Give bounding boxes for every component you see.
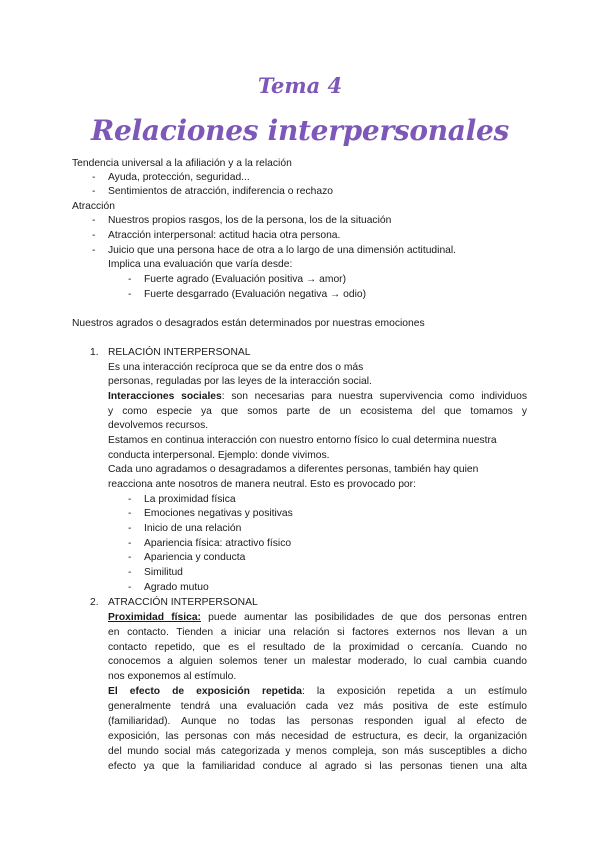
- paragraph-line: del mundo social más categorizada y menos compleja, son más susceptibles a dicho: [108, 746, 527, 757]
- section-number: 1.: [90, 347, 99, 358]
- paragraph-line: nos exponemos al estímulo.: [108, 671, 237, 682]
- list-item: Ayuda, protección, seguridad...: [108, 172, 250, 183]
- paragraph-line: devolvemos recursos.: [108, 420, 209, 431]
- bullet-dash: -: [92, 215, 96, 226]
- paragraph-line: Interacciones sociales: son necesarias para nuestra supervivencia como individuos: [108, 391, 527, 402]
- factor-item: Apariencia física: atractivo físico: [144, 538, 292, 549]
- paragraph-line: contacto repetido, que es el resultado de la proximidad o cercanía. Cuando no: [108, 642, 527, 653]
- sub-list-item: Fuerte desgarrado (Evaluación negativa → odio): [144, 289, 367, 300]
- bullet-dash: -: [128, 508, 132, 519]
- emociones-statement: Nuestros agrados o desagrados están determinados por nuestras emociones: [72, 318, 425, 329]
- paragraph-line: personas, reguladas por las leyes de la interacción social.: [108, 376, 372, 387]
- bold-term: Interacciones sociales: [108, 391, 222, 402]
- paragraph-line: reacciona ante nosotros de manera neutral. Esto es provocado por:: [108, 479, 416, 490]
- bullet-dash: -: [92, 245, 96, 256]
- implica-text: Implica una evaluación que varía desde:: [108, 259, 293, 270]
- page-title: Tema 4: [257, 73, 343, 98]
- paragraph-line: conducta interpersonal. Ejemplo: donde vivimos.: [108, 450, 330, 461]
- factor-item: Similitud: [144, 567, 183, 578]
- paragraph-line: Cada uno agradamos o desagradamos a diferentes personas, también hay quien: [108, 464, 479, 475]
- list-item: Nuestros propios rasgos, los de la persona, los de la situación: [108, 215, 392, 226]
- intro-heading: Tendencia universal a la afiliación y a la relación: [72, 158, 292, 169]
- page-subtitle: Relaciones interpersonales: [91, 114, 509, 147]
- paragraph-line: generalmente tendrá una evaluación cada vez más positiva de este estímulo: [108, 701, 527, 712]
- bullet-dash: -: [128, 538, 132, 549]
- paragraph-line: (familiaridad). Aunque no todas las personas responden igual al efecto de: [108, 716, 527, 727]
- bullet-dash: -: [128, 567, 132, 578]
- bullet-dash: -: [128, 582, 132, 593]
- sub-list-item: Fuerte agrado (Evaluación positiva → amor): [144, 274, 347, 285]
- section-number: 2.: [90, 597, 99, 608]
- section-heading: ATRACCIÓN INTERPERSONAL: [108, 597, 258, 608]
- bullet-dash: -: [92, 186, 96, 197]
- bullet-dash: -: [128, 552, 132, 563]
- bullet-dash: -: [128, 289, 132, 300]
- factor-item: Inicio de una relación: [144, 523, 242, 534]
- list-item: Sentimientos de atracción, indiferencia o rechazo: [108, 186, 333, 197]
- paragraph-line: en contacto. Tienden a iniciar una relación si factores externos nos llevan a un: [108, 627, 527, 638]
- bold-term: Proximidad física:: [108, 612, 201, 623]
- factor-item: La proximidad física: [144, 494, 236, 505]
- paragraph-line: conocemos a alguien solemos tener un malestar moderado, lo cual cambia cuando: [108, 656, 527, 667]
- section-heading: RELACIÓN INTERPERSONAL: [108, 347, 251, 358]
- paragraph-line: Es una interacción recíproca que se da entre dos o más: [108, 362, 364, 373]
- paragraph-line: El efecto de exposición repetida: la exposición repetida a un estímulo: [108, 686, 527, 697]
- bullet-dash: -: [128, 494, 132, 505]
- bold-term: El efecto de exposición repetida: [108, 686, 303, 697]
- paragraph-line: Estamos en continua interacción con nuestro entorno físico lo cual determina nuestra: [108, 435, 497, 446]
- list-item: Juicio que una persona hace de otra a lo largo de una dimensión actitudinal.: [108, 245, 457, 256]
- atraccion-heading: Atracción: [72, 201, 115, 212]
- factor-item: Apariencia y conducta: [144, 552, 246, 563]
- bullet-dash: -: [128, 523, 132, 534]
- paragraph-line: efecto ya que la familiaridad conduce al agrado si las personas tienen una alta: [108, 761, 527, 772]
- list-item: Atracción interpersonal: actitud hacia otra persona.: [108, 230, 341, 241]
- bullet-dash: -: [92, 172, 96, 183]
- paragraph-line: Proximidad física: puede aumentar las posibilidades de que dos personas entren: [108, 612, 527, 623]
- bullet-dash: -: [128, 274, 132, 285]
- paragraph-line: y como especie ya que somos parte de un ecosistema del que tomamos y: [108, 406, 527, 417]
- paragraph-line: exposición, las personas con más necesidad de estructura, es decir, la organización: [108, 731, 527, 742]
- factor-item: Agrado mutuo: [144, 582, 209, 593]
- factor-item: Emociones negativas y positivas: [144, 508, 293, 519]
- bullet-dash: -: [92, 230, 96, 241]
